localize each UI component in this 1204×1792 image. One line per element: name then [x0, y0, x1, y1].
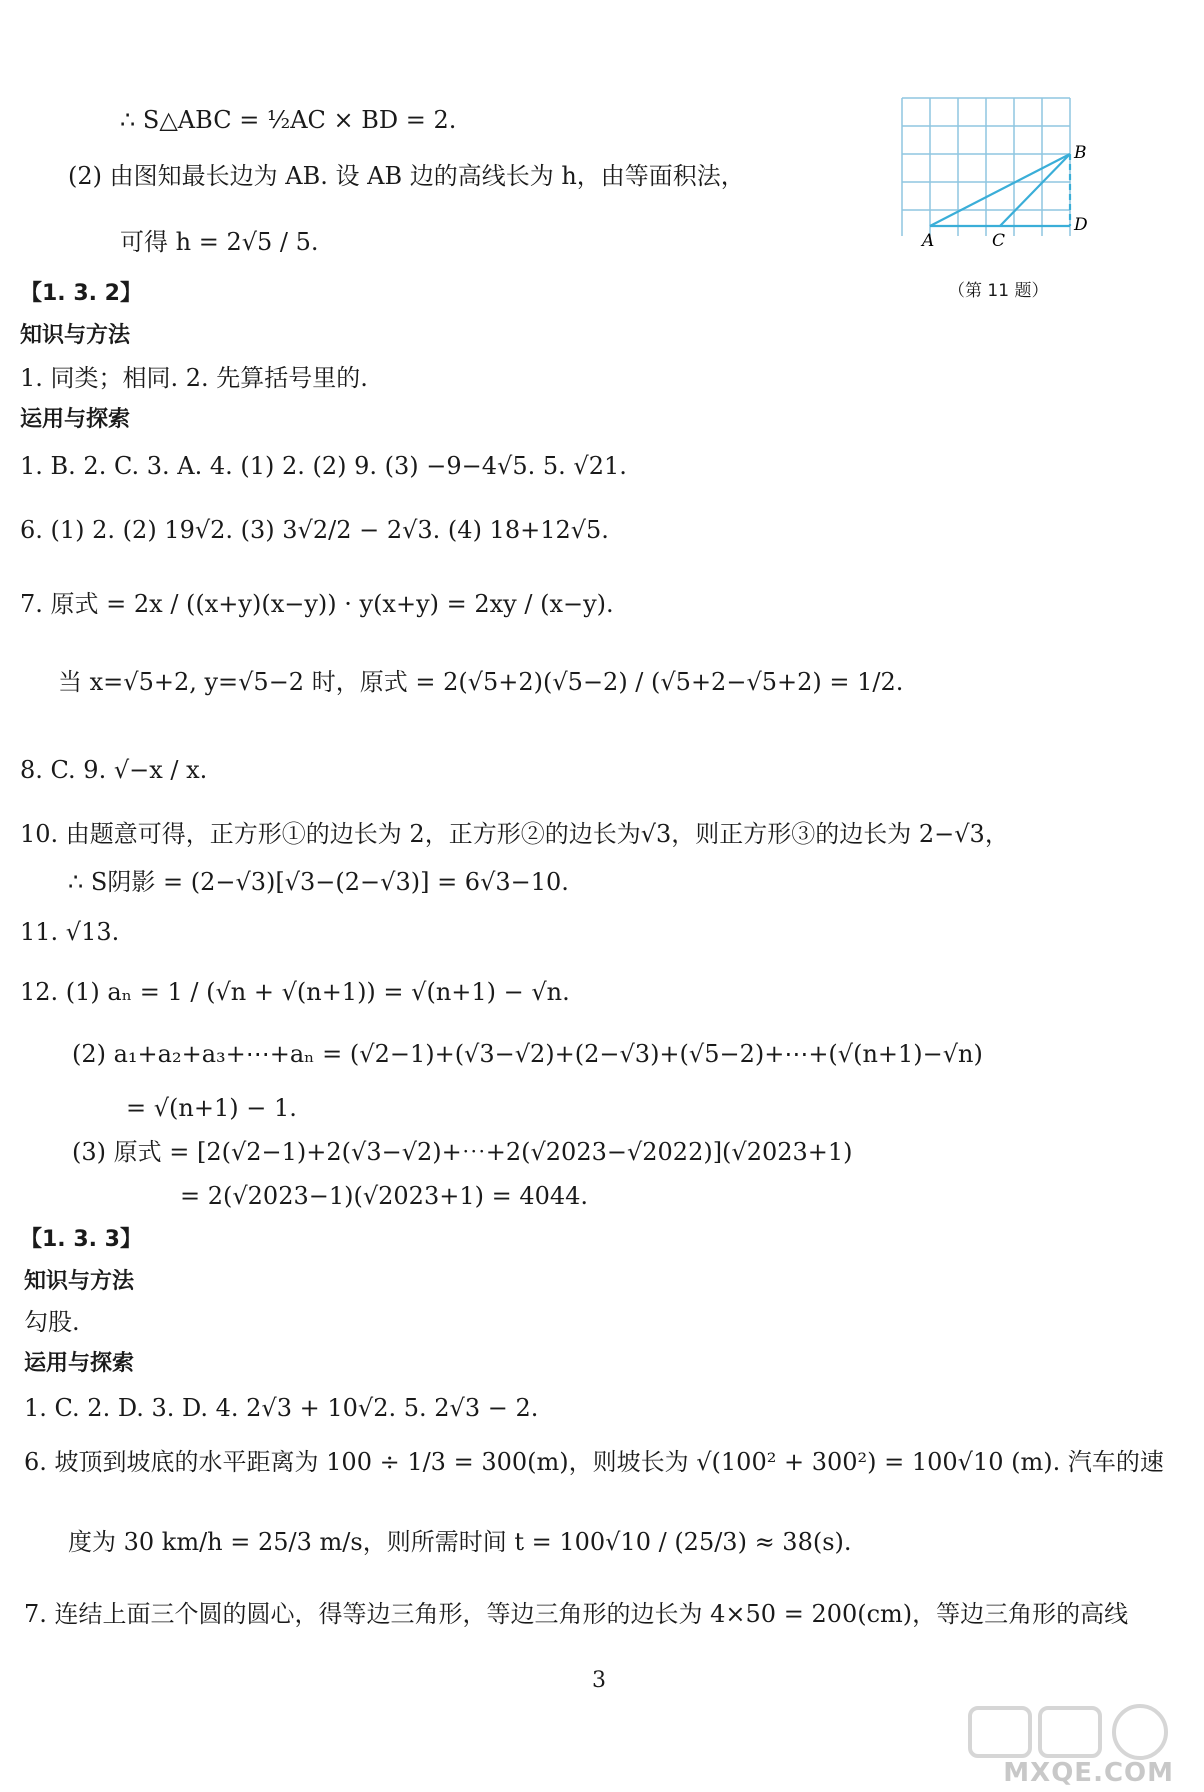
watermark-text: MXQE.COM: [1003, 1758, 1174, 1788]
text-line: 可得 h = 2√5 / 5.: [120, 228, 319, 256]
text-line: (3) 原式 = [2(√2−1)+2(√3−√2)+⋯+2(√2023−√2022)](√2023+1): [72, 1138, 853, 1166]
label-d: D: [1074, 215, 1088, 235]
text-line: 【1. 3. 3】: [20, 1227, 142, 1252]
text-line: 【1. 3. 2】: [20, 281, 142, 306]
text-line: 1. 同类；相同. 2. 先算括号里的.: [20, 364, 368, 392]
text-line: 7. 原式 = 2x / ((x+y)(x−y)) · y(x+y) = 2xy / (x−y).: [20, 590, 614, 618]
triangle-lines: [930, 154, 1070, 226]
text-line: 运用与探索: [20, 407, 131, 432]
figure-11-grid: [900, 96, 1090, 275]
text-line: 6. 坡顶到坡底的水平距离为 100 ÷ 1/3 = 300(m)，则坡长为 √(100² + 300²) = 100√10 (m). 汽车的速: [24, 1448, 1164, 1476]
text-line: 7. 连结上面三个圆的圆心，得等边三角形，等边三角形的边长为 4×50 = 200(cm)，等边三角形的高线: [24, 1600, 1129, 1628]
text-line: (2) 由图知最长边为 AB. 设 AB 边的高线长为 h，由等面积法，: [68, 162, 745, 190]
text-line: 当 x=√5+2, y=√5−2 时，原式 = 2(√5+2)(√5−2) / (√5+2−√5+2) = 1/2.: [58, 668, 904, 696]
text-line: 10. 由题意可得，正方形①的边长为 2，正方形②的边长为√3，则正方形③的边长为 2−√3，: [20, 820, 1009, 848]
triangle-grid-diagram: [900, 96, 1090, 271]
text-line: 8. C. 9. √−x / x.: [20, 756, 208, 784]
label-b: B: [1074, 143, 1087, 163]
text-line: ∴ S阴影 = (2−√3)[√3−(2−√3)] = 6√3−10.: [68, 868, 569, 896]
page-number: 3: [592, 1668, 606, 1693]
text-line: 6. (1) 2. (2) 19√2. (3) 3√2/2 − 2√3. (4) 18+12√5.: [20, 516, 609, 544]
text-line: ∴ S△ABC = ½AC × BD = 2.: [120, 106, 457, 134]
text-line: 11. √13.: [20, 918, 120, 946]
text-line: 运用与探索: [24, 1351, 135, 1376]
label-c: C: [992, 231, 1006, 251]
text-line: 12. (1) aₙ = 1 / (√n + √(n+1)) = √(n+1) − √n.: [20, 978, 570, 1006]
text-line: (2) a₁+a₂+a₃+⋯+aₙ = (√2−1)+(√3−√2)+(2−√3)+(√5−2)+⋯+(√(n+1)−√n): [72, 1040, 983, 1068]
text-line: = 2(√2023−1)(√2023+1) = 4044.: [180, 1182, 589, 1210]
segment-ab: [930, 154, 1070, 226]
text-line: 1. B. 2. C. 3. A. 4. (1) 2. (2) 9. (3) −9−4√5. 5. √21.: [20, 452, 627, 480]
text-line: 1. C. 2. D. 3. D. 4. 2√3 + 10√2. 5. 2√3 − 2.: [24, 1394, 539, 1422]
text-line: 知识与方法: [24, 1269, 135, 1294]
text-line: 度为 30 km/h = 25/3 m/s，则所需时间 t = 100√10 / (25/3) ≈ 38(s).: [68, 1528, 852, 1556]
label-a: A: [922, 231, 935, 251]
figure-caption: （第 11 题）: [948, 281, 1049, 301]
text-line: 勾股.: [24, 1308, 80, 1336]
segment-cb: [1000, 154, 1070, 226]
text-line: 知识与方法: [20, 323, 131, 348]
text-line: = √(n+1) − 1.: [126, 1094, 297, 1122]
